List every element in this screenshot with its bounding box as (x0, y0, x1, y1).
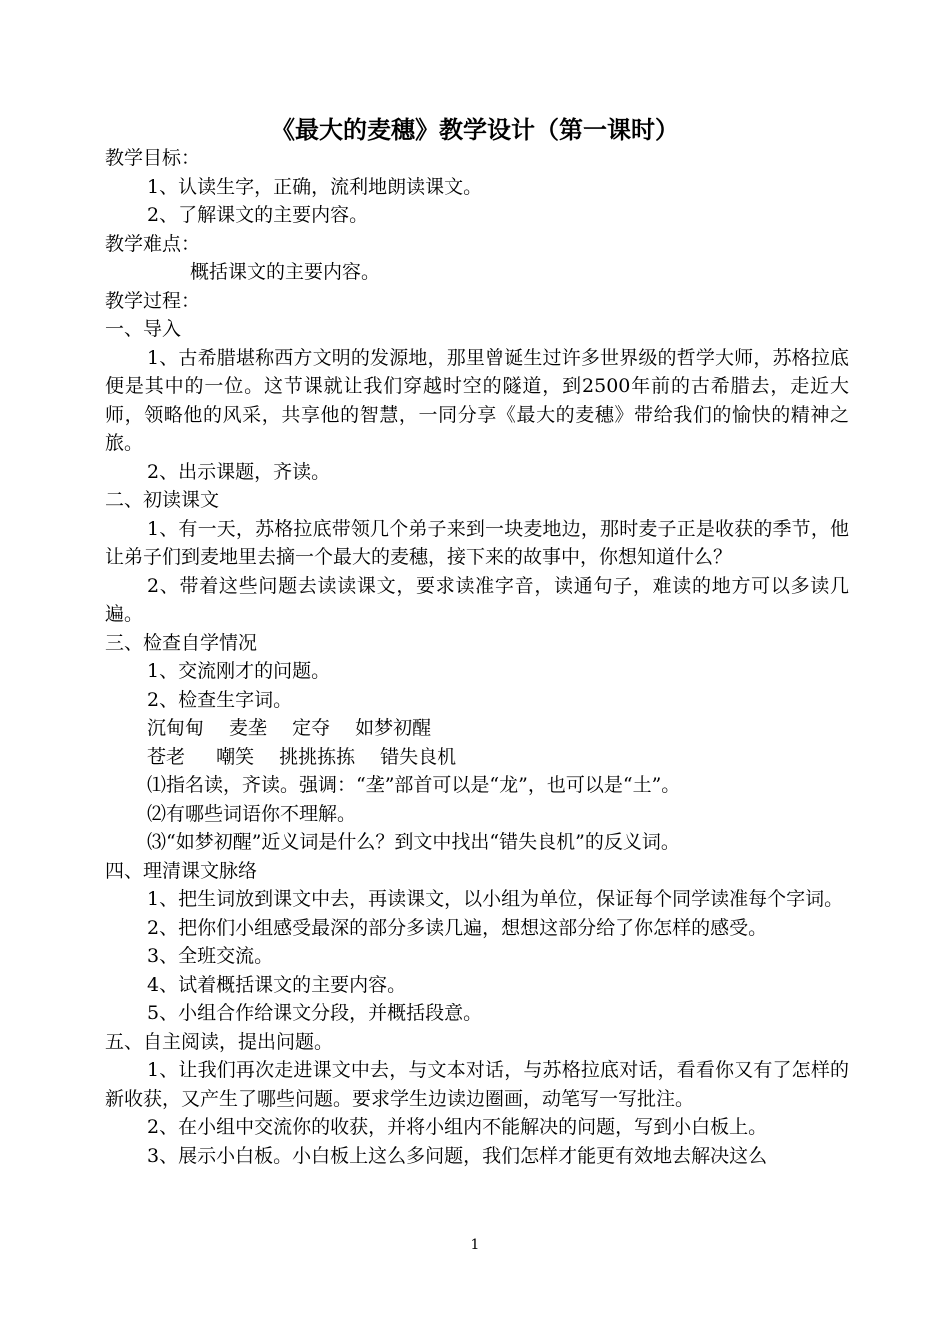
section-heading: 三、检查自学情况 (105, 631, 258, 654)
section-heading: 教学难点： (105, 232, 201, 255)
paragraph: 2、在小组中交流你的收获，并将小组内不能解决的问题，写到小白板上。 (147, 1116, 768, 1138)
paragraph: 5、小组合作给课文分段，并概括段意。 (147, 1002, 483, 1024)
paragraph: ⑶“如梦初醒”近义词是什么？到文中找出“错失良机”的反义词。 (147, 831, 680, 853)
paragraph: 概括课文的主要内容。 (190, 261, 381, 283)
page-number: 1 (470, 1237, 480, 1253)
paragraph: 2、检查生字词。 (147, 688, 293, 711)
paragraph: 2、把你们小组感受最深的部分多读几遍，想想这部分给了你怎样的感受。 (147, 916, 768, 939)
paragraph: 1、让我们再次走进课文中去，与文本对话，与苏格拉底对话，看看你又有了怎样的新收获，又产生了哪些问题。要求学生边读边圈画，动笔写一写批注。 (105, 1059, 849, 1110)
section-heading: 一、导入 (105, 318, 182, 340)
paragraph: 2、带着这些问题去读读课文，要求读准字音，读通句子，难读的地方可以多读几遍。 (105, 574, 849, 625)
document-body (105, 144, 849, 1170)
paragraph: 苍老 嘲笑 挑挑拣拣 错失良机 (147, 745, 457, 768)
paragraph: 2、出示课题，齐读。 (147, 460, 331, 483)
paragraph: ⑵有哪些词语你不理解。 (147, 802, 357, 825)
paragraph: 1、交流刚才的问题。 (147, 660, 331, 682)
section-heading: 二、初读课文 (105, 489, 220, 511)
paragraph: 3、全班交流。 (147, 945, 274, 967)
paragraph: 1、认读生字，正确，流利地朗读课文。 (147, 175, 483, 198)
paragraph: 1、古希腊堪称西方文明的发源地，那里曾诞生过许多世界级的哲学大师，苏格拉底便是其中的一位。这节课就让我们穿越时空的隧道，到2500年前的古希腊去，走近大师，领略他的风采，共享他的智慧，一同分享《最大的麦穗》带给我们的愉快的精神之旅。 (105, 346, 849, 454)
section-heading: 教学过程： (105, 289, 201, 312)
paragraph: 3、展示小白板。小白板上这么多问题，我们怎样才能更有效地去解决这么 (147, 1144, 768, 1167)
section-heading: 五、自主阅读，提出问题。 (105, 1030, 334, 1053)
document-title: 《最大的麦穗》教学设计（第一课时） (271, 115, 679, 144)
paragraph: 沉甸甸 麦垄 定夺 如梦初醒 (147, 717, 432, 739)
paragraph: ⑴指名读，齐读。强调：“垄”部首可以是“龙”，也可以是“土”。 (147, 774, 681, 796)
section-heading: 教学目标： (105, 147, 201, 169)
paragraph: 1、有一天，苏格拉底带领几个弟子来到一块麦地边，那时麦子正是收获的季节，他让弟子们到麦地里去摘一个最大的麦穗，接下来的故事中，你想知道什么？ (105, 517, 849, 568)
paragraph: 1、把生词放到课文中去，再读课文，以小组为单位，保证每个同学读准每个字词。 (147, 888, 844, 910)
paragraph: 4、试着概括课文的主要内容。 (147, 973, 407, 996)
section-heading: 四、理清课文脉络 (105, 859, 258, 882)
paragraph: 2、了解课文的主要内容。 (147, 204, 369, 226)
